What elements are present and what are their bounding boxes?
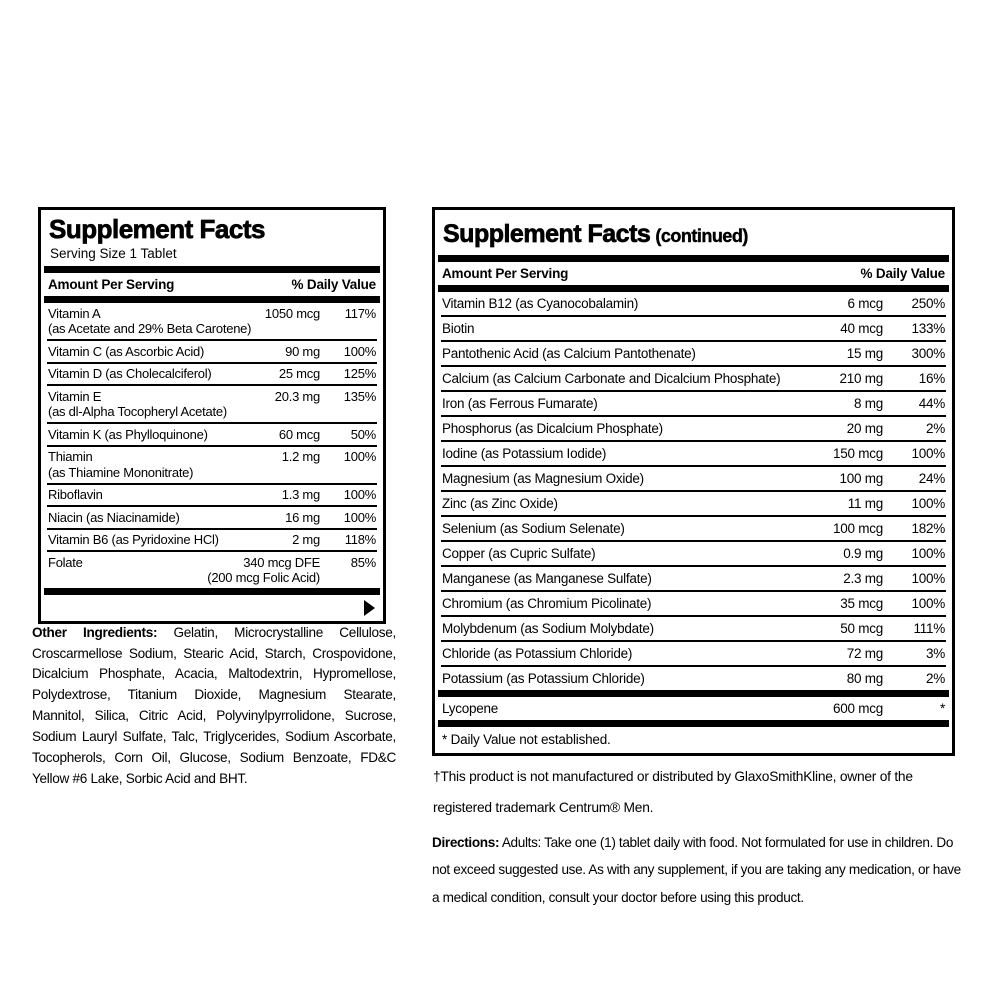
nutrient-dv: 100% bbox=[911, 495, 945, 511]
table-row bbox=[47, 552, 377, 588]
nutrient-amount: 2 mg bbox=[292, 532, 320, 548]
disclaimer: †This product is not manufactured or distributed by GlaxoSmithKline, owner of the registered trademark Centrum® Men. bbox=[433, 768, 913, 815]
nutrient-name: Potassium (as Potassium Chloride) bbox=[442, 670, 645, 686]
nutrient-name: Vitamin C (as Ascorbic Acid) bbox=[48, 343, 205, 359]
nutrient-dv: 100% bbox=[343, 487, 376, 503]
nutrient-amount: 15 mg bbox=[846, 345, 883, 361]
nutrient-name: Vitamin K (as Phylloquinone) bbox=[48, 426, 208, 442]
nutrient-amount: 20.3 mg bbox=[274, 388, 320, 404]
nutrient-name: Copper (as Cupric Sulfate) bbox=[442, 545, 596, 561]
nutrient-name: Chromium (as Chromium Picolinate) bbox=[442, 595, 652, 611]
nutrient-name: Vitamin E bbox=[48, 388, 102, 404]
nutrient-dv: 118% bbox=[344, 532, 376, 548]
nutrient-dv: 117% bbox=[344, 305, 376, 321]
table-row bbox=[441, 642, 946, 667]
nutrient-dv: 50% bbox=[350, 426, 376, 442]
nutrient-amount: 35 mcg bbox=[840, 595, 883, 611]
nutrient-subname: (as Acetate and 29% Beta Carotene) bbox=[48, 321, 252, 337]
table-row bbox=[441, 367, 946, 392]
divider-bar bbox=[44, 266, 380, 273]
nutrient-name: Folate bbox=[48, 554, 83, 570]
nutrient-amount: 340 mcg DFE (200 mcg Folic Acid) bbox=[207, 554, 320, 586]
other-ingredients bbox=[32, 623, 396, 790]
nutrient-amount: 11 mg bbox=[847, 495, 883, 511]
nutrient-name: Lycopene bbox=[442, 700, 499, 716]
nutrient-dv: 44% bbox=[918, 395, 945, 411]
nutrient-amount: 50 mcg bbox=[840, 620, 883, 636]
nutrient-subname: (as Thiamine Mononitrate) bbox=[48, 464, 194, 480]
nutrient-name: Chloride (as Potassium Chloride) bbox=[442, 645, 633, 661]
table-row bbox=[441, 667, 946, 690]
divider-bar bbox=[44, 588, 380, 595]
table-row bbox=[441, 517, 946, 542]
table-row bbox=[47, 485, 377, 508]
table-row bbox=[441, 617, 946, 642]
nutrient-dv: 2% bbox=[925, 420, 945, 436]
nutrient-amount-note: (200 mcg Folic Acid) bbox=[207, 570, 320, 586]
nutrient-name: Pantothenic Acid (as Calcium Pantothenate) bbox=[442, 345, 696, 361]
nutrient-amount: 210 mg bbox=[839, 370, 883, 386]
nutrient-amount: 40 mcg bbox=[840, 320, 883, 336]
table-row bbox=[47, 364, 377, 387]
nutrient-name: Iodine (as Potassium Iodide) bbox=[442, 445, 607, 461]
nutrient-amount: 600 mcg bbox=[832, 700, 883, 716]
serving-size: Serving Size 1 Tablet bbox=[50, 246, 177, 262]
divider-bar bbox=[438, 255, 949, 262]
nutrient-amount: 16 mg bbox=[285, 509, 320, 525]
supplement-facts-continued-panel bbox=[432, 207, 955, 756]
table-row bbox=[47, 507, 377, 530]
nutrient-amount: 100 mcg bbox=[832, 520, 883, 536]
column-header-amount: Amount Per Serving bbox=[48, 277, 175, 293]
table-row bbox=[47, 424, 377, 447]
supplement-facts-panel bbox=[38, 207, 386, 624]
no-daily-value-section bbox=[441, 697, 946, 720]
table-row bbox=[47, 386, 377, 424]
nutrient-name: Riboflavin bbox=[48, 487, 103, 503]
table-row bbox=[47, 447, 377, 485]
table-row bbox=[441, 467, 946, 492]
nutrient-dv: 100% bbox=[343, 343, 376, 359]
table-row bbox=[441, 317, 946, 342]
nutrient-amount: 8 mg bbox=[853, 395, 883, 411]
nutrient-dv: 24% bbox=[918, 470, 945, 486]
nutrient-dv: 100% bbox=[911, 445, 945, 461]
dv-footnote: * Daily Value not established. bbox=[442, 732, 611, 747]
nutrient-amount: 72 mg bbox=[846, 645, 883, 661]
directions-text: Adults: Take one (1) tablet daily with food. Not formulated for use in children. Do not exceed suggested use. As with any supplement, if you are taking any medication, or have a medical condition, consult your doctor before using this product. bbox=[432, 834, 961, 905]
nutrient-name: Zinc (as Zinc Oxide) bbox=[442, 495, 558, 511]
table-row bbox=[47, 530, 377, 553]
other-ingredients-text: Gelatin, Microcrystalline Cellulose, Croscarmellose Sodium, Stearic Acid, Starch, Crospovidone, Dicalcium Phosphate, Acacia, Maltodextrin, Hypromellose, Polydextrose, Titanium Dioxide, Magnesium Stearate, Mannitol, Silica, Citric Acid, Polyvinylpyrrolidone, Sucrose, Sodium Lauryl Sulfate, Talc, Triglycerides, Sodium Ascorbate, Tocopherols, Corn Oil, Glucose, Sodium Benzoate, FD&C Yellow #6 Lake, Sorbic Acid and BHT. bbox=[32, 624, 396, 786]
nutrient-amount: 90 mg bbox=[285, 343, 320, 359]
nutrient-amount: 60 mcg bbox=[278, 426, 320, 442]
divider-bar bbox=[438, 285, 949, 292]
nutrient-dv: 16% bbox=[918, 370, 945, 386]
nutrient-dv: 100% bbox=[911, 570, 945, 586]
table-row bbox=[47, 341, 377, 364]
nutrient-dv: 182% bbox=[911, 520, 945, 536]
nutrient-table bbox=[47, 303, 377, 588]
table-row bbox=[441, 567, 946, 592]
nutrient-dv: 100% bbox=[911, 545, 945, 561]
nutrient-amount: 0.9 mg bbox=[843, 545, 883, 561]
nutrient-amount: 1.3 mg bbox=[281, 487, 320, 503]
table-row bbox=[441, 542, 946, 567]
table-row bbox=[47, 303, 377, 341]
nutrient-name: Molybdenum (as Sodium Molybdate) bbox=[442, 620, 654, 636]
nutrient-amount: 1.2 mg bbox=[281, 449, 320, 465]
nutrient-name: Calcium (as Calcium Carbonate and Dicalcium Phosphate) bbox=[442, 370, 781, 386]
continued-arrow-icon bbox=[364, 600, 375, 616]
nutrient-name: Niacin (as Niacinamide) bbox=[48, 509, 180, 525]
panel-title: Supplement Facts bbox=[49, 214, 265, 244]
nutrient-dv: 125% bbox=[343, 366, 376, 382]
column-header-amount: Amount Per Serving bbox=[442, 266, 569, 281]
nutrient-name: Manganese (as Manganese Sulfate) bbox=[442, 570, 652, 586]
nutrient-dv: 100% bbox=[911, 595, 945, 611]
table-row bbox=[441, 342, 946, 367]
continued-indicator bbox=[47, 595, 377, 618]
table-row bbox=[441, 417, 946, 442]
table-column-headers bbox=[441, 262, 946, 285]
table-row bbox=[441, 492, 946, 517]
nutrient-dv: 2% bbox=[925, 670, 945, 686]
column-header-dv: % Daily Value bbox=[291, 277, 376, 293]
nutrient-name: Vitamin A bbox=[48, 305, 101, 321]
nutrient-dv: * bbox=[939, 700, 945, 716]
nutrient-dv: 133% bbox=[911, 320, 945, 336]
nutrient-name: Thiamin bbox=[48, 449, 93, 465]
nutrient-dv: 111% bbox=[913, 620, 945, 636]
nutrient-dv: 100% bbox=[343, 449, 376, 465]
table-column-headers bbox=[47, 273, 377, 296]
nutrient-dv: 100% bbox=[343, 509, 376, 525]
nutrient-name: Iron (as Ferrous Fumarate) bbox=[442, 395, 598, 411]
nutrient-amount: 1050 mcg bbox=[264, 305, 320, 321]
nutrient-name: Magnesium (as Magnesium Oxide) bbox=[442, 470, 644, 486]
nutrient-dv: 300% bbox=[911, 345, 945, 361]
divider-bar bbox=[438, 690, 949, 697]
divider-bar bbox=[438, 720, 949, 727]
nutrient-table bbox=[441, 292, 946, 690]
nutrient-name: Vitamin B6 (as Pyridoxine HCl) bbox=[48, 532, 219, 548]
table-row bbox=[441, 592, 946, 617]
divider-bar bbox=[44, 296, 380, 303]
directions-label: Directions: bbox=[432, 834, 500, 850]
nutrient-name: Biotin bbox=[442, 320, 475, 336]
nutrient-amount: 80 mg bbox=[846, 670, 883, 686]
nutrient-amount: 6 mcg bbox=[847, 295, 883, 311]
nutrient-dv: 3% bbox=[925, 645, 945, 661]
panel-title-suffix: (continued) bbox=[655, 226, 748, 246]
table-row bbox=[441, 392, 946, 417]
nutrient-subname: (as dl-Alpha Tocopheryl Acetate) bbox=[48, 404, 227, 420]
directions bbox=[432, 829, 969, 912]
nutrient-name: Phosphorus (as Dicalcium Phosphate) bbox=[442, 420, 663, 436]
table-row bbox=[441, 442, 946, 467]
other-ingredients-label: Other Ingredients: bbox=[32, 624, 158, 640]
table-row bbox=[441, 292, 946, 317]
column-header-dv: % Daily Value bbox=[860, 266, 945, 281]
panel-title: Supplement Facts (continued) bbox=[443, 220, 748, 248]
nutrient-name: Vitamin D (as Cholecalciferol) bbox=[48, 366, 212, 382]
nutrient-amount: 100 mg bbox=[839, 470, 883, 486]
nutrient-amount: 20 mg bbox=[846, 420, 883, 436]
nutrient-amount: 2.3 mg bbox=[843, 570, 883, 586]
nutrient-dv: 135% bbox=[343, 388, 376, 404]
nutrient-amount: 25 mcg bbox=[278, 366, 320, 382]
table-row bbox=[441, 697, 946, 720]
nutrient-dv: 250% bbox=[911, 295, 945, 311]
nutrient-name: Selenium (as Sodium Selenate) bbox=[442, 520, 625, 536]
nutrient-amount: 150 mcg bbox=[832, 445, 883, 461]
nutrient-dv: 85% bbox=[350, 554, 376, 570]
nutrient-name: Vitamin B12 (as Cyanocobalamin) bbox=[442, 295, 639, 311]
